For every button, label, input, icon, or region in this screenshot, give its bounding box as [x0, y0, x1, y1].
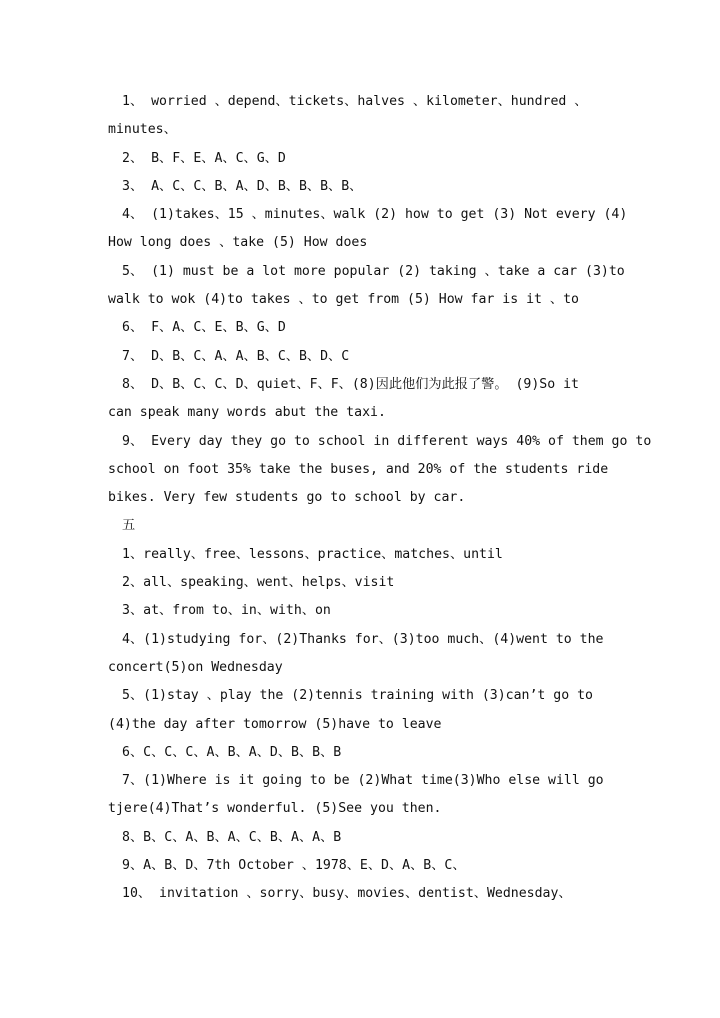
text-line: concert(5)on Wednesday [108, 659, 283, 675]
answer-key-text [108, 88, 652, 909]
text-line: 5、(1)stay 、play the (2)tennis training with (3)can’t go to [122, 688, 593, 704]
text-line: 6、 F、A、C、E、B、G、D [122, 320, 286, 336]
text-line: 1、really、free、lessons、practice、matches、until [122, 546, 503, 562]
text-line: 7、 D、B、C、A、A、B、C、B、D、C [122, 348, 350, 364]
text-line: 10、 invitation 、sorry、busy、movies、dentist、Wednesday、 [122, 886, 572, 902]
text-line: tjere(4)That’s wonderful. (5)See you then. [108, 801, 442, 817]
text-line: 五 [122, 518, 136, 534]
text-line: walk to wok (4)to takes 、to get from (5) How far is it 、to [108, 292, 579, 308]
text-line: minutes、 [108, 122, 177, 138]
text-line: 8、 D、B、C、C、D、quiet、F、F、(8)因此他们为此报了警。 (9)So it [122, 376, 579, 392]
text-line: 3、at、from to、in、with、on [122, 603, 331, 619]
text-line: 1、 worried 、depend、tickets、halves 、kilometer、hundred 、 [122, 94, 588, 109]
text-line: 4、(1)studying for、(2)Thanks for、(3)too much、(4)went to the [122, 631, 604, 647]
text-line: school on foot 35% take the buses, and 20% of the students ride [108, 461, 609, 477]
text-line: 7、(1)Where is it going to be (2)What time(3)Who else will go [122, 773, 604, 789]
text-line: 8、B、C、A、B、A、C、B、A、A、B [122, 829, 342, 845]
text-line: 6、C、C、C、A、B、A、D、B、B、B [122, 744, 342, 760]
text-line: How long does 、take (5) How does [108, 235, 368, 251]
text-line: 5、 (1) must be a lot more popular (2) taking 、take a car (3)to [122, 263, 625, 279]
text-line: 9、 Every day they go to school in different ways 40% of them go to [122, 433, 652, 449]
text-line: can speak many words abut the taxi. [108, 405, 386, 421]
text-line: bikes. Very few students go to school by car. [108, 490, 466, 506]
text-line: 2、 B、F、E、A、C、G、D [122, 150, 286, 166]
text-line: 2、all、speaking、went、helps、visit [122, 575, 395, 591]
text-line: (4)the day after tomorrow (5)have to leave [108, 716, 442, 732]
text-line: 3、 A、C、C、B、A、D、B、B、B、B、 [122, 178, 363, 194]
text-line: 4、 (1)takes、15 、minutes、walk (2) how to get (3) Not every (4) [122, 207, 628, 223]
text-line: 9、A、B、D、7th October 、1978、E、D、A、B、C、 [122, 858, 466, 874]
